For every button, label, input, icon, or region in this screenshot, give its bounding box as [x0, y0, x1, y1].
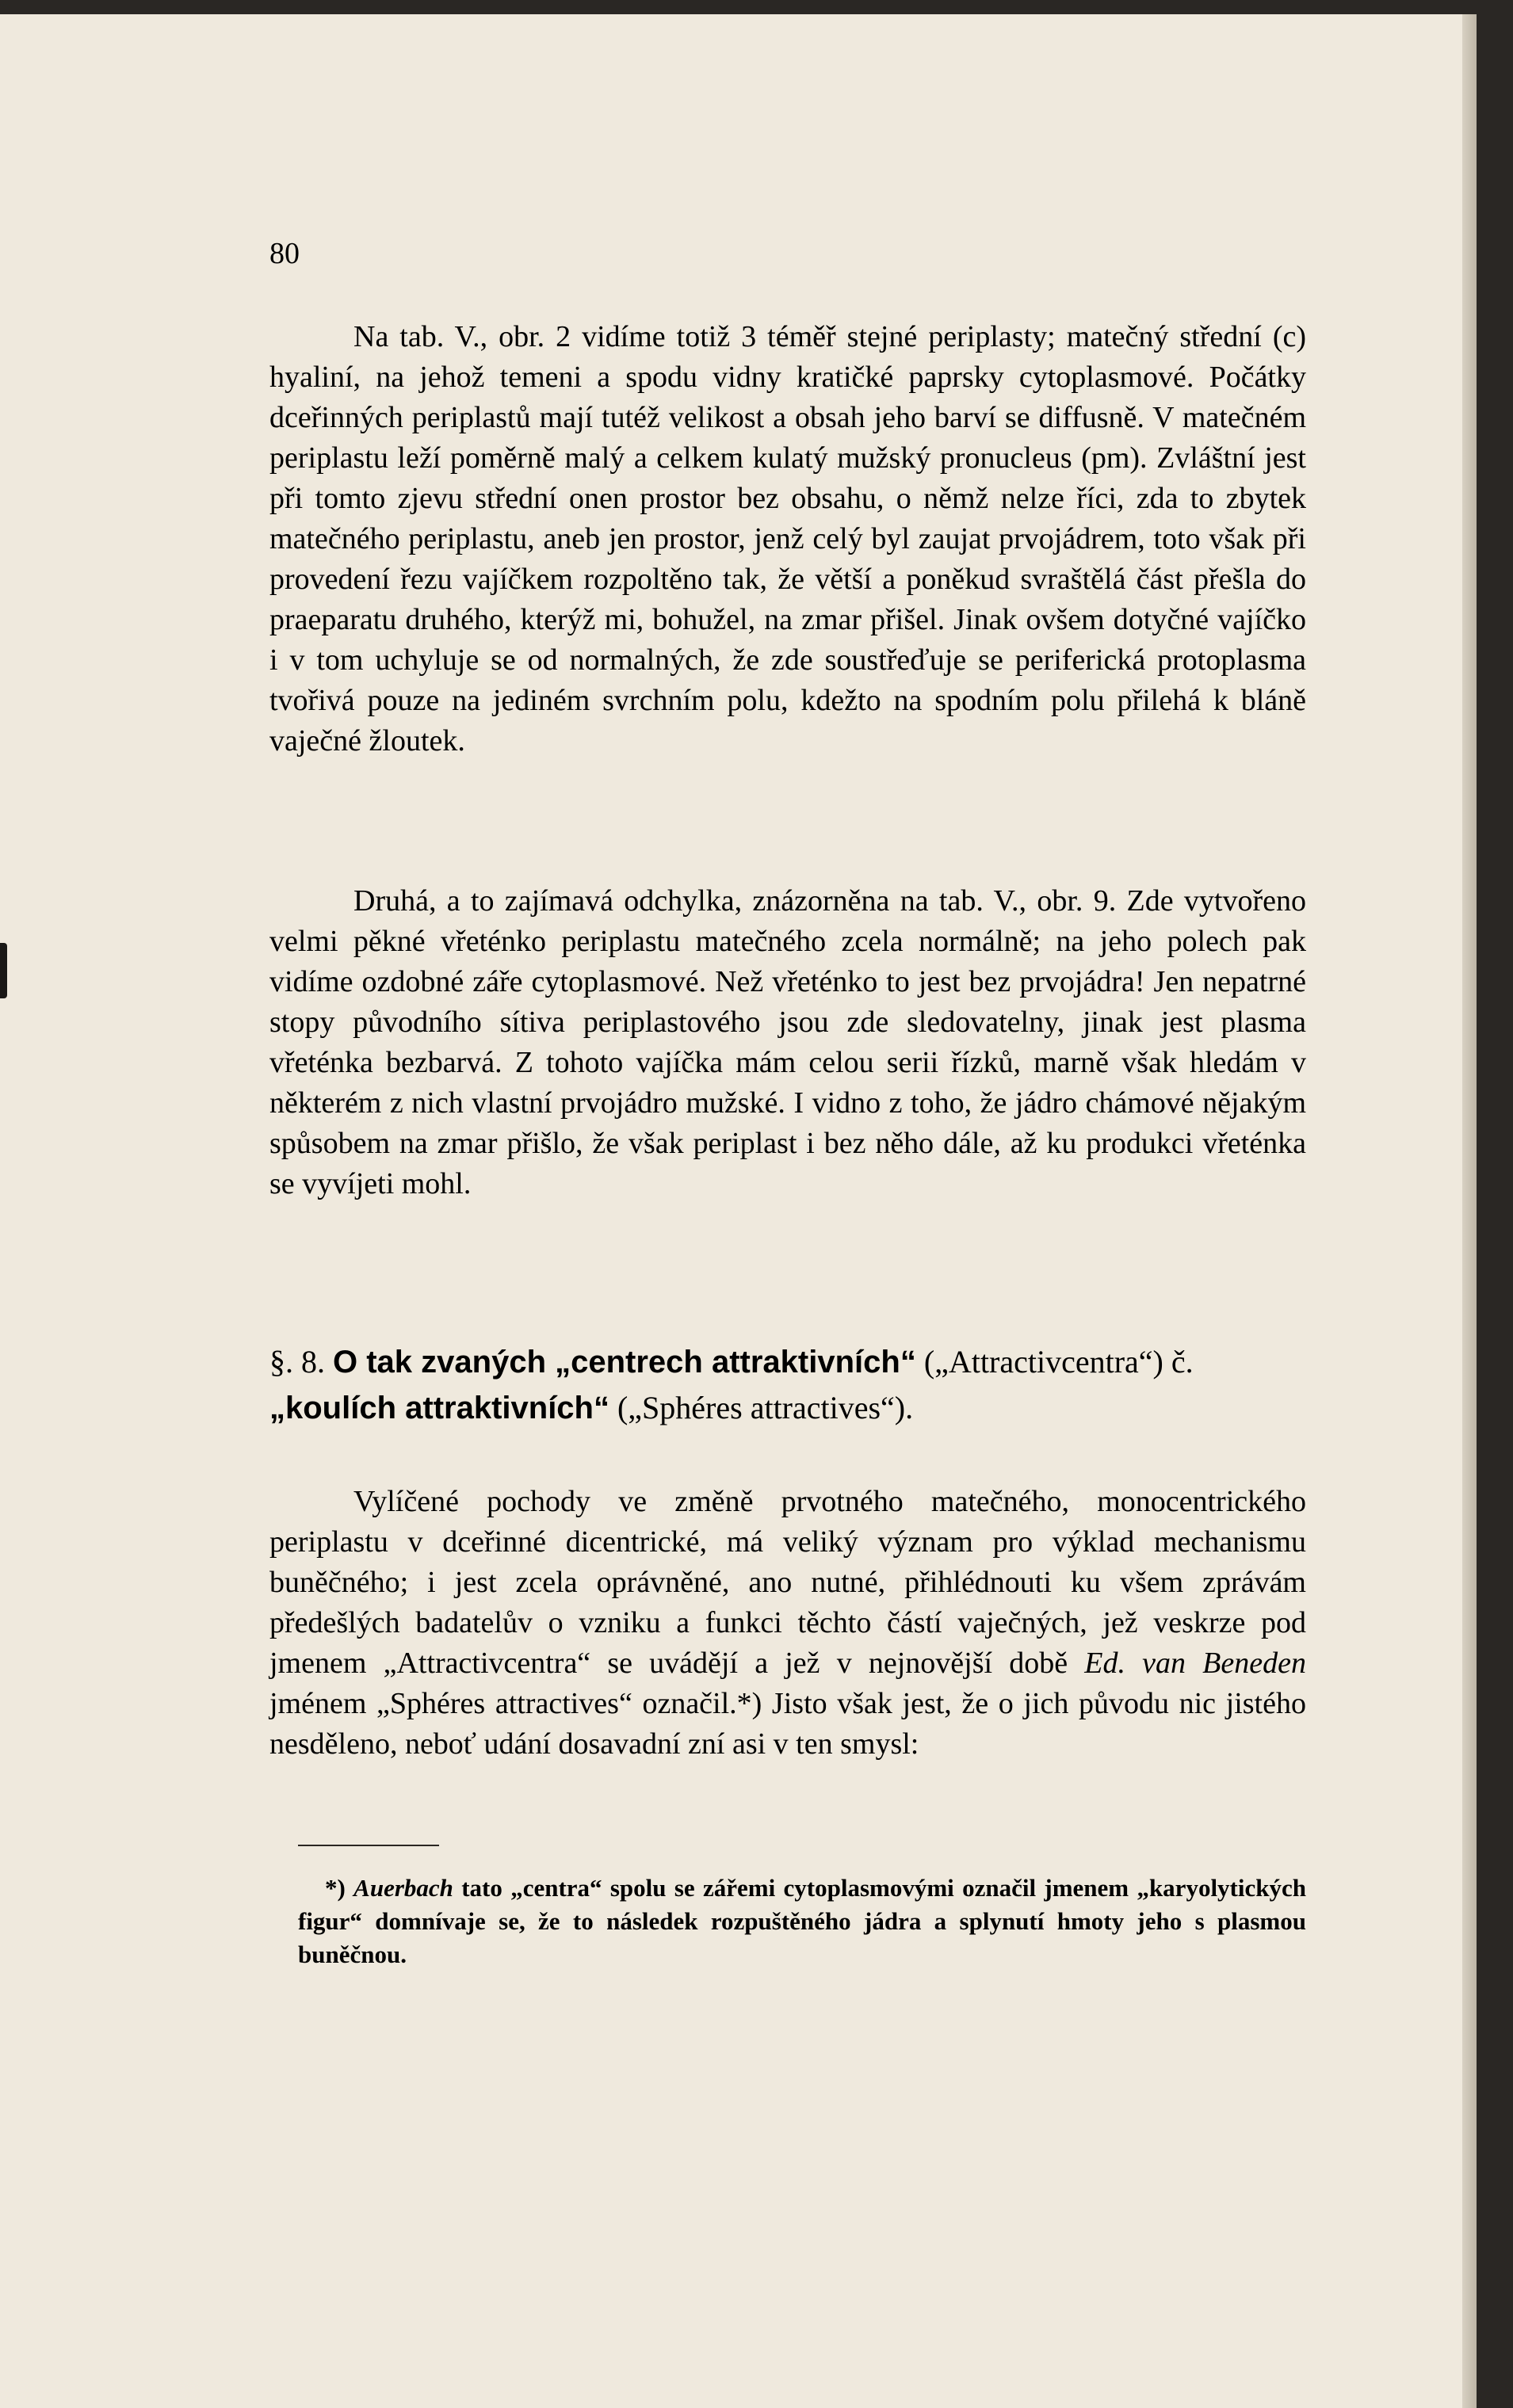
page-edge-mark: [0, 943, 7, 998]
footnote-divider: [298, 1845, 439, 1846]
paragraph-2: Druhá, a to zajímavá odchylka, znázorněna na tab. V., obr. 9. Zde vytvořeno velmi pěkné vřeténko periplastu matečného zcela normálně; na jeho polech pak vidíme ozdobné záře cytoplasmové. Než vřeténko to jest bez prvojádra! Jen nepatrné stopy původního sítiva periplastového jsou zde sledovatelny, jinak jest plasma vřeténka bezbarvá. Z tohoto vajíčka mám celou serii řízků, marně však hledám v některém z nich vlastní prvojádro mužské. I vidno z toho, že jádro chámové nějakým spůsobem na zmar přišlo, že však periplast i bez něho dále, až ku produkci vřeténka se vyvíjeti mohl.: [269, 884, 1306, 1200]
section-title-bold-1: O tak zvaných „centrech attraktivních“: [333, 1345, 916, 1380]
footnote-author: Auerbach: [353, 1874, 453, 1902]
section-title-bold-2: „koulích attraktivních“: [269, 1391, 609, 1425]
paragraph-3-text-a: Vylíčené pochody ve změně prvotného matečného, monocentrického periplastu v dceřinné dicentrické, má veliký význam pro výklad mechanismu buněčného; i jest zcela oprávněné, ano nutné, přihlédnouti ku všem zprávám předešlých badatelův o vzniku a funkci těchto částí vaječných, jež veskrze pod jmenem „Attractivcentra“ se uvádějí a jež v nejnovější době: [269, 1485, 1306, 1680]
paragraph-1: Na tab. V., obr. 2 vidíme totiž 3 téměř stejné periplasty; matečný střední (c) hyaliní, na jehož temeni a spodu vidny kratičké paprsky cytoplasmové. Počátky dceřinných periplastů mají tutéž velikost a obsah jeho barví se diffusně. V matečném periplastu leží poměrně malý a celkem kulatý mužský pronucleus (pm). Zvláštní jest při tomto zjevu střední onen prostor bez obsahu, o němž nelze říci, zda to zbytek matečného periplastu, aneb jen prostor, jenž celý byl zaujat prvojádrem, toto však při provedení řezu vajíčkem rozpoltěno tak, že větší a poněkud svraštělá část přešla do praeparatu druhého, kterýž mi, bohužel, na zmar přišel. Jinak ovšem dotyčné vajíčko i v tom uchyluje se od normalných, že zde soustřeďuje se periferická protoplasma tvořivá pouze na jediném svrchním polu, kdežto na spodním polu přilehá k bláně vaječné žloutek.: [269, 320, 1306, 758]
footnote-marker: *): [325, 1874, 354, 1902]
section-number: §. 8.: [269, 1344, 325, 1380]
author-name-italic: Ed. van Beneden: [1084, 1647, 1306, 1680]
section-title-plain-2: („Sphéres attractives“).: [609, 1390, 914, 1425]
section-heading: [269, 1339, 1306, 1431]
section-title-plain-1: („Attractivcentra“) č.: [915, 1344, 1194, 1380]
paragraph-3-text-b: jménem „Sphéres attractives“ označil.*) Jisto však jest, že o jich původu nic jistého nesděleno, neboť udání dosavadní zní asi v ten smysl:: [269, 1687, 1306, 1761]
footnote-text: tato „centra“ spolu se zářemi cytoplasmovými označil jmenem „karyolytických figur“ domnívaje se, že to následek rozpuštěného jádra a splynutí hmoty jeho s plasmou buněčnou.: [298, 1874, 1306, 1968]
footnote: [298, 1872, 1306, 1971]
page-spine-edge: [1462, 14, 1477, 2408]
page-number: 80: [269, 237, 300, 270]
paragraph-3: [269, 1482, 1306, 1765]
